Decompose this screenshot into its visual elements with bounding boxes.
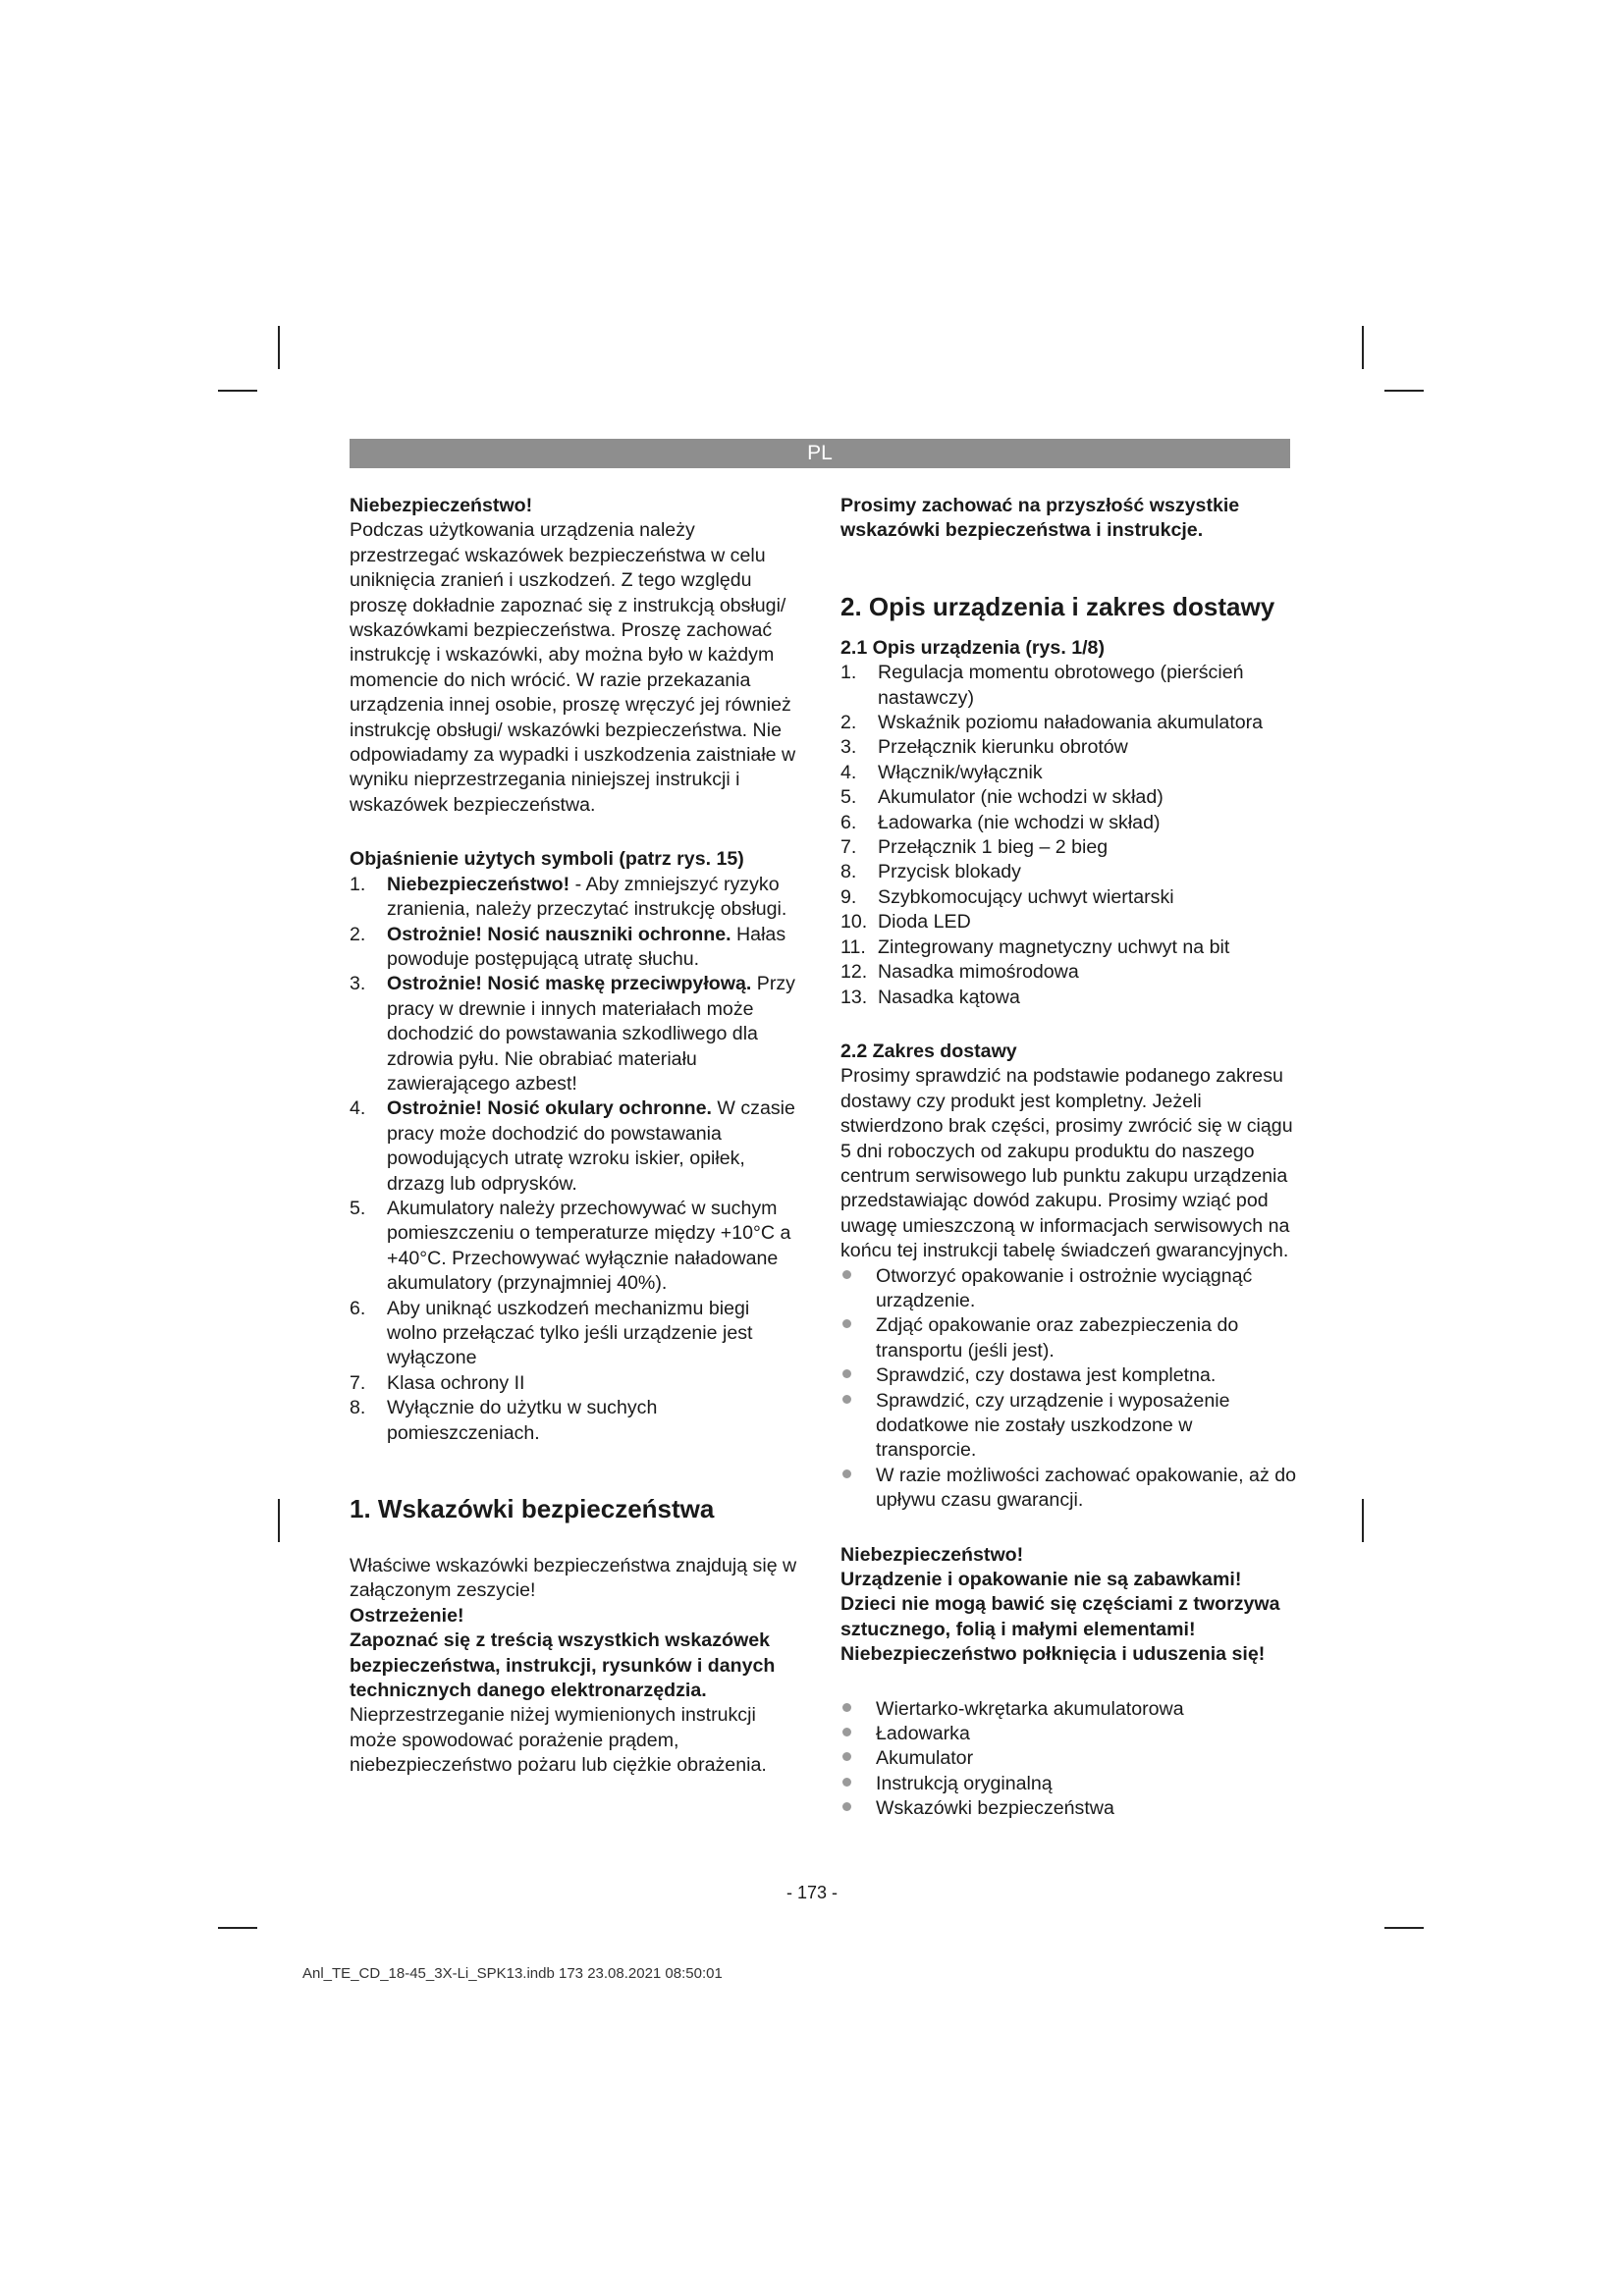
symbol-item: 3. Ostrożnie! Nosić maskę przeciwpyłową. Przy pracy w drewnie i innych materiałach może dochodzić do powstawania szkodliwego dla zdrowia pyłu. Nie obrabiać materiału zawierającego azbest! bbox=[350, 973, 795, 1095]
right-column bbox=[840, 494, 1298, 1822]
symbol-item: 6. Aby uniknąć uszkodzeń mechanizmu biegi wolno przełączać tylko jeśli urządzenie jest wyłączone bbox=[350, 1297, 753, 1369]
part-item: 8. Przycisk blokady bbox=[840, 861, 1021, 883]
steps-list bbox=[840, 1264, 1298, 1514]
part-item: 9. Szybkomocujący uchwyt wiertarski bbox=[840, 885, 1174, 908]
symbols-list bbox=[350, 873, 799, 1446]
crop-mark-bottom-left-h bbox=[218, 1927, 257, 1929]
keep-note: Prosimy zachować na przyszłość wszystkie wskazówki bezpieczeństwa i instrukcje. bbox=[840, 495, 1240, 542]
bullet-icon bbox=[842, 1395, 851, 1404]
section2-title: 2. Opis urządzenia i zakres dostawy bbox=[840, 591, 1275, 621]
bullet-icon bbox=[842, 1703, 851, 1712]
danger-text: Podczas użytkowania urządzenia należy przestrzegać wskazówek bezpieczeństwa w celu uniknięcia zranień i uszkodzeń. Z tego względu proszę dokładnie zapoznać się z instrukcją obsługi/ wskazówkami bezpieczeństwa. Proszę zachować instrukcję i wskazówki, aby można było w każdym momencie do nich wrócić. W razie przekazania urządzenia innej osobie, proszę wręczyć jej również instrukcję obsługi/ wskazówki bezpieczeństwa. Nie odpowiadamy za wypadki i uszkodzenia zaistniałe w wyniku nieprzestrzegania niniejszej instrukcji i wskazówek bezpieczeństwa. bbox=[350, 519, 796, 816]
symbol-item: 5. Akumulatory należy przechowywać w suchym pomieszczeniu o temperaturze między +10°C a +40°C. Przechowywać wyłącznie naładowane akumulatory (przynajmniej 40%). bbox=[350, 1197, 791, 1295]
contents-item: Akumulator bbox=[840, 1746, 1298, 1771]
language-header-bar bbox=[350, 439, 1290, 468]
language-label: PL bbox=[807, 442, 833, 464]
part-item: 10. Dioda LED bbox=[840, 911, 971, 934]
s22-text: Prosimy sprawdzić na podstawie podanego zakresu dostawy czy produkt jest kompletny. Jeżeli stwierdzono brak części, prosimy zwrócić się w ciągu 5 dni roboczych od zakupu produktu do naszego centrum serwisowego lub punktu zakupu urządzenia przedstawiając dowód zakupu. Prosimy wziąć pod uwagę umieszczoną w informacjach serwisowych na końcu tej instrukcji tabelę świadczeń gwarancyjnych. bbox=[840, 1065, 1293, 1262]
bullet-icon bbox=[842, 1270, 851, 1279]
contents-list bbox=[840, 1697, 1298, 1822]
contents-item: Wskazówki bezpieczeństwa bbox=[840, 1796, 1298, 1821]
symbol-item: 2. Ostrożnie! Nosić nauszniki ochronne. Hałas powoduje postępującą utratę słuchu. bbox=[350, 923, 786, 970]
contents-item: Instrukcją oryginalną bbox=[840, 1772, 1298, 1796]
step-item: Otworzyć opakowanie i ostrożnie wyciągnąć urządzenie. bbox=[840, 1264, 1298, 1314]
bullet-icon bbox=[842, 1728, 851, 1736]
section1-text: Właściwe wskazówki bezpieczeństwa znajdują się w załączonym zeszycie! bbox=[350, 1555, 797, 1602]
s21-title: 2.1 Opis urządzenia (rys. 1/8) bbox=[840, 636, 1105, 659]
danger-title: Niebezpieczeństwo! bbox=[350, 495, 533, 516]
danger2-text: Urządzenie i opakowanie nie są zabawkami! Dzieci nie mogą bawić się częściami z tworzywa sztucznego, folią i małymi elementami! Niebezpieczeństwo połknięcia i uduszenia się! bbox=[840, 1569, 1280, 1666]
danger2-title: Niebezpieczeństwo! bbox=[840, 1543, 1024, 1566]
page-number: - 173 - bbox=[785, 1883, 839, 1902]
crop-mark-top-right-v bbox=[1362, 326, 1364, 369]
part-item: 12. Nasadka mimośrodowa bbox=[840, 961, 1079, 984]
bullet-icon bbox=[842, 1752, 851, 1761]
s22-title: 2.2 Zakres dostawy bbox=[840, 1040, 1017, 1062]
part-item: 7. Przełącznik 1 bieg – 2 bieg bbox=[840, 836, 1109, 859]
crop-mark-bottom-right-v bbox=[1362, 1499, 1364, 1542]
bullet-icon bbox=[842, 1319, 851, 1328]
crop-mark-top-left-v bbox=[278, 326, 280, 369]
part-item: 13. Nasadka kątowa bbox=[840, 986, 1020, 1008]
warning-title: Ostrzeżenie! bbox=[350, 1604, 464, 1627]
step-item: Sprawdzić, czy urządzenie i wyposażenie dodatkowe nie zostały uszkodzone w transporcie. bbox=[840, 1389, 1298, 1464]
step-item: Zdjąć opakowanie oraz zabezpieczenia do transportu (jeśli jest). bbox=[840, 1313, 1298, 1363]
contents-item: Ładowarka bbox=[840, 1722, 1298, 1746]
crop-mark-top-right-h bbox=[1384, 390, 1424, 392]
step-item: W razie możliwości zachować opakowanie, aż do upływu czasu gwarancji. bbox=[840, 1464, 1298, 1514]
symbol-item: 8. Wyłącznie do użytku w suchych pomieszczeniach. bbox=[350, 1397, 658, 1444]
bullet-icon bbox=[842, 1778, 851, 1787]
bullet-icon bbox=[842, 1369, 851, 1378]
symbol-item: 1. Niebezpieczeństwo! - Aby zmniejszyć ryzyko zranienia, należy przeczytać instrukcję obsługi. bbox=[350, 873, 787, 921]
crop-mark-top-left-h bbox=[218, 390, 257, 392]
part-item: 1. Regulacja momentu obrotowego (pierścień nastawczy) bbox=[840, 662, 1244, 709]
warning-paragraph: Zapoznać się z treścią wszystkich wskazówek bezpieczeństwa, instrukcji, rysunków i danych technicznych danego elektronarzędzia. Nieprzestrzeganie niżej wymienionych instrukcji może spowodować porażenie prądem, niebezpieczeństwo pożaru lub ciężkie obrażenia. bbox=[350, 1629, 776, 1777]
left-column bbox=[350, 494, 799, 1779]
symbols-title: Objaśnienie użytych symboli (patrz rys. 15) bbox=[350, 848, 744, 871]
bullet-icon bbox=[842, 1802, 851, 1811]
part-item: 3. Przełącznik kierunku obrotów bbox=[840, 736, 1128, 759]
part-item: 4. Włącznik/wyłącznik bbox=[840, 761, 1043, 783]
bullet-icon bbox=[842, 1469, 851, 1478]
contents-item: Wiertarko-wkrętarka akumulatorowa bbox=[840, 1697, 1298, 1722]
file-info: Anl_TE_CD_18-45_3X-Li_SPK13.indb 173 23.08.2021 08:50:01 bbox=[302, 1965, 723, 1982]
part-item: 5. Akumulator (nie wchodzi w skład) bbox=[840, 786, 1164, 809]
part-item: 2. Wskaźnik poziomu naładowania akumulatora bbox=[840, 712, 1264, 734]
crop-mark-bottom-right-h bbox=[1384, 1927, 1424, 1929]
part-item: 11. Zintegrowany magnetyczny uchwyt na bit bbox=[840, 935, 1230, 958]
part-item: 6. Ładowarka (nie wchodzi w skład) bbox=[840, 811, 1161, 833]
parts-list bbox=[840, 661, 1298, 1010]
symbol-item: 7. Klasa ochrony II bbox=[350, 1371, 525, 1394]
section1-title: 1. Wskazówki bezpieczeństwa bbox=[350, 1494, 715, 1524]
symbol-item: 4. Ostrożnie! Nosić okulary ochronne. W czasie pracy może dochodzić do powstawania powodujących utratę wzroku iskier, opiłek, drzazg lub odprysków. bbox=[350, 1097, 795, 1195]
crop-mark-bottom-left-v bbox=[278, 1499, 280, 1542]
step-item: Sprawdzić, czy dostawa jest kompletna. bbox=[840, 1363, 1298, 1388]
